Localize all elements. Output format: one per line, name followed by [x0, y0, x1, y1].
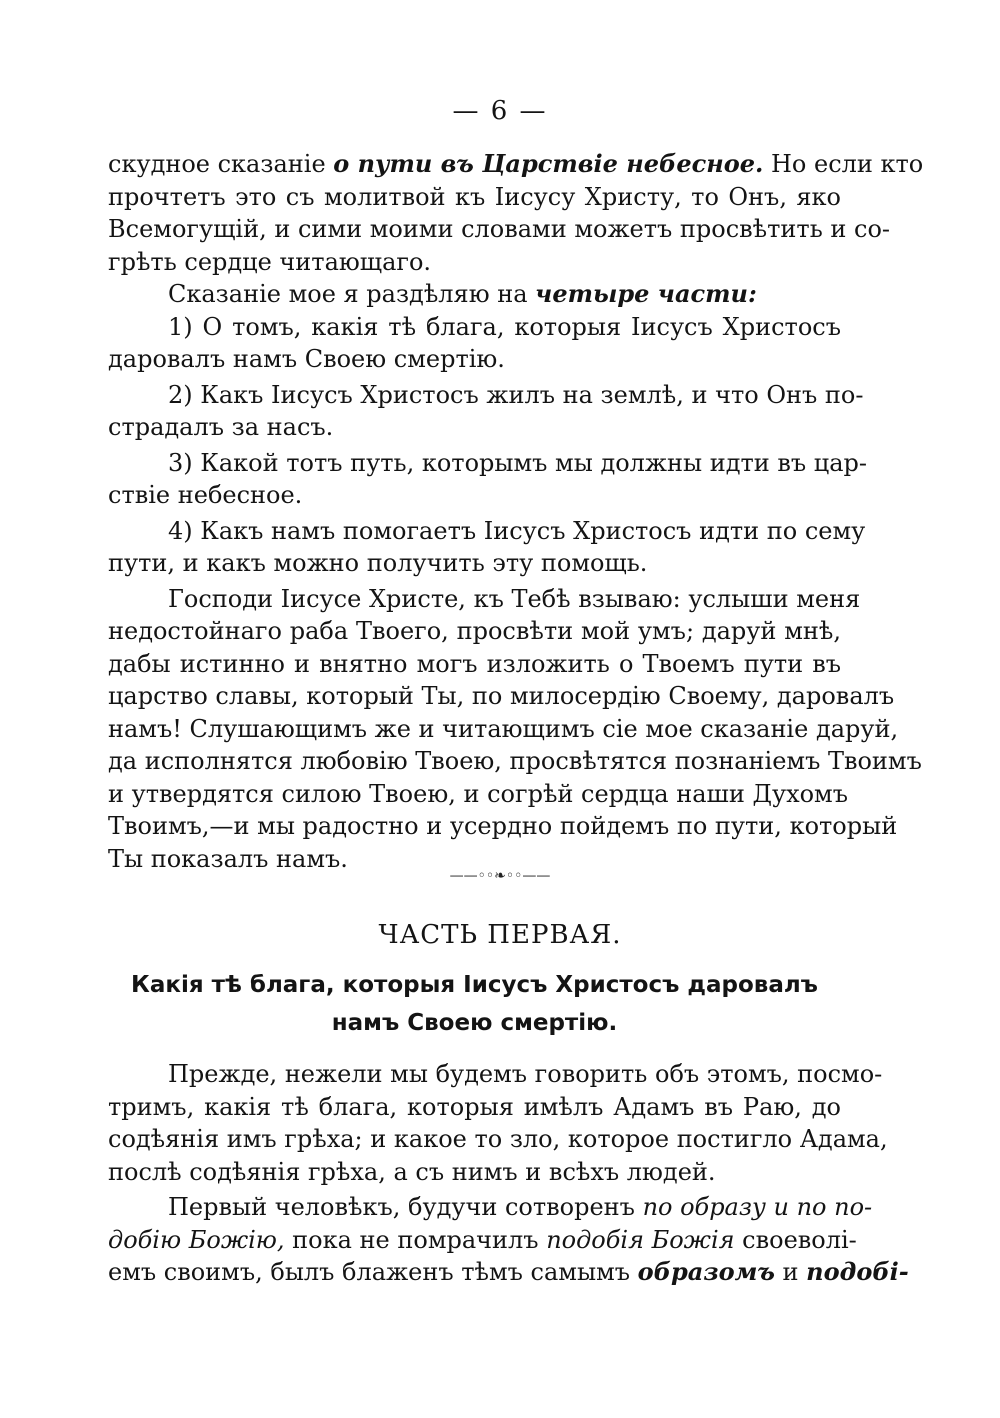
chapter-title-line: Какія тѣ блага, которыя Іисусъ Христосъ даровалъ: [131, 972, 818, 998]
text-line: добію Божію, пока не помрачилъ подобія Божія своеволі-: [108, 1225, 857, 1254]
page-number: — 6 —: [452, 96, 548, 126]
list-item: 3) Какой тотъ путь, которымъ мы должны идти въ цар-: [168, 448, 868, 477]
list-item: 1) О томъ, какія тѣ блага, которыя Іисусъ Христосъ: [168, 312, 841, 341]
list-item: 2) Какъ Іисусъ Христосъ жилъ на землѣ, и что Онъ по-: [168, 380, 864, 409]
text-line: Прежде, нежели мы будемъ говорить объ этомъ, посмо-: [168, 1060, 883, 1088]
text-line: Первый человѣкъ, будучи сотворенъ по образу и по по-: [168, 1193, 873, 1221]
prayer-line: и утвердятся силою Твоею, и согрѣй сердца наши Духомъ: [108, 779, 848, 808]
prayer-line: царство славы, который Ты, по милосердію Своему, даровалъ: [108, 682, 895, 710]
text-line: послѣ содѣянія грѣха, а съ нимъ и всѣхъ людей.: [108, 1157, 716, 1186]
text-line: грѣть сердце читающаго.: [108, 247, 432, 276]
prayer-line: Твоимъ,—и мы радостно и усердно пойдемъ по пути, который: [108, 812, 898, 840]
text-line: тримъ, какія тѣ блага, которыя имѣлъ Адамъ въ Раю, до: [108, 1092, 841, 1121]
prayer-line: Ты показалъ намъ.: [108, 844, 348, 873]
chapter-title-line: намъ Своею смертію.: [331, 1010, 618, 1036]
divider-ornament: ——◦◦❧◦◦——: [449, 868, 551, 884]
prayer-line: да исполнятся любовію Твоею, просвѣтятся познаніемъ Твоимъ: [108, 747, 922, 775]
list-item: страдалъ за насъ.: [108, 413, 334, 441]
text-line: содѣянія имъ грѣха; и какое то зло, которое постигло Адама,: [108, 1125, 888, 1153]
list-item: 4) Какъ намъ помогаетъ Іисусъ Христосъ идти по сему: [168, 516, 866, 545]
text-line: Сказаніе мое я раздѣляю на четыре части:: [168, 279, 757, 308]
part-title: ЧАСТЬ ПЕРВАЯ.: [378, 920, 622, 950]
intro-paragraph: [108, 148, 924, 278]
list-item: ствіе небесное.: [108, 481, 303, 509]
chapter-title: [108, 966, 841, 1042]
text-line: емъ своимъ, былъ блаженъ тѣмъ самымъ образомъ и подобі-: [108, 1257, 909, 1286]
list-item: даровалъ намъ Своею смертію.: [108, 345, 505, 373]
list-item: пути, и какъ можно получить эту помощь.: [108, 549, 648, 577]
body-paragraph: [108, 1058, 909, 1289]
text-line: прочтетъ это съ молитвой къ Іисусу Христу, то Онъ, яко: [108, 182, 841, 211]
prayer-line: недостойнаго раба Твоего, просвѣти мой умъ; даруй мнѣ,: [108, 617, 841, 645]
text-line: скудное сказаніе о пути въ Царствіе небесное. Но если кто: [108, 149, 924, 178]
text-line: Всемогущій, и сими моими словами можетъ просвѣтить и со-: [108, 215, 891, 243]
prayer-line: Господи Іисусе Христе, къ Тебѣ взываю: услыши меня: [168, 584, 861, 613]
prayer-line: намъ! Слушающимъ же и читающимъ сіе мое сказаніе даруй,: [108, 714, 899, 743]
prayer-line: дабы истинно и внятно могъ изложить о Твоемъ пути въ: [108, 649, 841, 678]
parts-list: [108, 278, 922, 875]
